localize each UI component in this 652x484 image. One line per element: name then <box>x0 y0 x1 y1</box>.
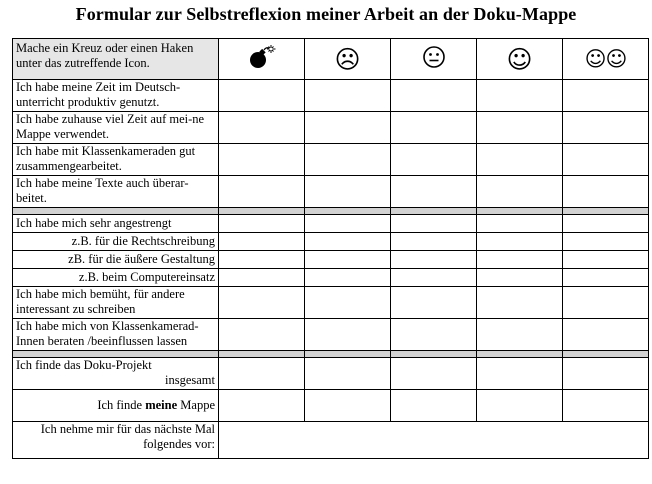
check-cell[interactable] <box>305 80 391 112</box>
frowning-face-icon: ☹ <box>305 39 391 80</box>
table-row <box>13 176 649 208</box>
row-label: zB. für die äußere Gestaltung <box>13 251 219 269</box>
two-smiling-faces-icon: ☺☺ <box>563 39 649 80</box>
table-row <box>13 112 649 144</box>
row-label: Ich habe meine Texte auch überar-beitet. <box>13 176 219 208</box>
row-label: Ich habe meine Zeit im Deutsch-unterricht produktiv genutzt. <box>13 80 219 112</box>
check-cell[interactable] <box>391 176 477 208</box>
check-cell[interactable] <box>563 215 649 233</box>
check-cell[interactable] <box>305 358 391 390</box>
row-label-line: folgendes vor: <box>143 437 215 451</box>
check-cell[interactable] <box>305 233 391 251</box>
row-label-line: insgesamt <box>165 373 215 387</box>
table-row <box>13 390 649 422</box>
check-cell[interactable] <box>563 80 649 112</box>
row-label: z.B. beim Computereinsatz <box>13 269 219 287</box>
check-cell[interactable] <box>391 251 477 269</box>
table-row <box>13 80 649 112</box>
page-title: Formular zur Selbstreflexion meiner Arbeit an der Doku-Mappe <box>75 4 577 24</box>
check-cell[interactable] <box>305 390 391 422</box>
check-cell[interactable] <box>477 251 563 269</box>
row-label: Ich habe zuhause viel Zeit auf mei-ne Mappe verwendet. <box>13 112 219 144</box>
check-cell[interactable] <box>563 144 649 176</box>
check-cell[interactable] <box>563 269 649 287</box>
row-label: Ich habe mich sehr angestrengt <box>13 215 219 233</box>
check-cell[interactable] <box>391 358 477 390</box>
check-cell[interactable] <box>391 390 477 422</box>
check-cell[interactable] <box>219 176 305 208</box>
check-cell[interactable] <box>477 358 563 390</box>
check-cell[interactable] <box>305 144 391 176</box>
row-label-line: Ich nehme mir für das nächste Mal <box>40 422 215 436</box>
row-label <box>13 422 219 459</box>
smiling-face-icon: ☺ <box>477 39 563 80</box>
row-label: Ich habe mit Klassenkameraden gut zusammengearbeitet. <box>13 144 219 176</box>
self-reflection-table <box>12 38 649 459</box>
check-cell[interactable] <box>477 287 563 319</box>
table-row <box>13 287 649 319</box>
check-cell[interactable] <box>563 233 649 251</box>
table-row <box>13 215 649 233</box>
check-cell[interactable] <box>477 80 563 112</box>
row-label <box>13 358 219 390</box>
emphasis-text: meine <box>145 398 178 412</box>
check-cell[interactable] <box>219 251 305 269</box>
check-cell[interactable] <box>219 358 305 390</box>
check-cell[interactable] <box>391 269 477 287</box>
check-cell[interactable] <box>477 176 563 208</box>
row-label: Ich finde meine Mappe <box>13 390 219 422</box>
row-label: Ich habe mich von Klassenkamerad-Innen beraten /beeinflussen lassen <box>13 319 219 351</box>
check-cell[interactable] <box>305 112 391 144</box>
check-cell[interactable] <box>563 176 649 208</box>
check-cell[interactable] <box>219 319 305 351</box>
row-label-line: Ich finde das Doku-Projekt <box>16 358 152 372</box>
check-cell[interactable] <box>563 112 649 144</box>
check-cell[interactable] <box>391 287 477 319</box>
section-separator <box>13 351 649 358</box>
instruction-cell: Mache ein Kreuz oder einen Haken unter das zutreffende Icon. <box>13 39 219 80</box>
check-cell[interactable] <box>477 390 563 422</box>
check-cell[interactable] <box>305 287 391 319</box>
check-cell[interactable] <box>477 112 563 144</box>
check-cell[interactable] <box>219 390 305 422</box>
check-cell[interactable] <box>391 112 477 144</box>
check-cell[interactable] <box>391 144 477 176</box>
check-cell[interactable] <box>219 112 305 144</box>
check-cell[interactable] <box>563 390 649 422</box>
check-cell[interactable] <box>219 287 305 319</box>
row-label: z.B. für die Rechtschreibung <box>13 233 219 251</box>
check-cell[interactable] <box>305 215 391 233</box>
check-cell[interactable] <box>477 269 563 287</box>
table-row <box>13 269 649 287</box>
check-cell[interactable] <box>563 319 649 351</box>
table-row <box>13 422 649 459</box>
table-row <box>13 319 649 351</box>
check-cell[interactable] <box>391 80 477 112</box>
table-row <box>13 358 649 390</box>
check-cell[interactable] <box>305 319 391 351</box>
row-label: Ich habe mich bemüht, für andere interessant zu schreiben <box>13 287 219 319</box>
check-cell[interactable] <box>563 287 649 319</box>
check-cell[interactable] <box>305 251 391 269</box>
check-cell[interactable] <box>305 269 391 287</box>
check-cell[interactable] <box>219 80 305 112</box>
check-cell[interactable] <box>219 269 305 287</box>
table-row <box>13 251 649 269</box>
check-cell[interactable] <box>219 215 305 233</box>
check-cell[interactable] <box>563 251 649 269</box>
table-row <box>13 144 649 176</box>
neutral-face-icon <box>391 39 477 80</box>
check-cell[interactable] <box>219 144 305 176</box>
check-cell[interactable] <box>391 215 477 233</box>
check-cell[interactable] <box>219 233 305 251</box>
check-cell[interactable] <box>477 233 563 251</box>
bomb-icon <box>219 39 305 80</box>
check-cell[interactable] <box>391 233 477 251</box>
check-cell[interactable] <box>305 176 391 208</box>
check-cell[interactable] <box>563 358 649 390</box>
check-cell[interactable] <box>477 215 563 233</box>
check-cell[interactable] <box>477 144 563 176</box>
check-cell[interactable] <box>391 319 477 351</box>
table-row <box>13 233 649 251</box>
header-row <box>13 39 649 80</box>
check-cell[interactable] <box>477 319 563 351</box>
section-separator <box>13 208 649 215</box>
next-time-notes-field[interactable] <box>219 422 649 459</box>
